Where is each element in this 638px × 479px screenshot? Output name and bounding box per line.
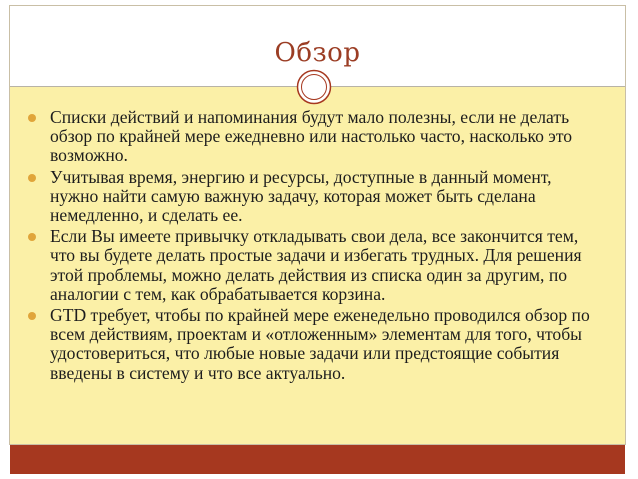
slide-title: Обзор [274,38,361,68]
bullet-text: GTD требует, чтобы по крайней мере еженедельно проводился обзор по всем действиям, проектам и «отложенным» элементам для того, чтобы удостовериться, что любые новые задачи или предстоящие события введены в систему и что все актуально. [50,305,590,383]
bullet-text: Списки действий и напоминания будут мало полезны, если не делать обзор по крайней мере ежедневно или настолько часто, насколько это возможно. [50,107,573,166]
bullet-text: Если Вы имеете привычку откладывать свои дела, все закончится тем, что вы будете делать простые задачи и избегать трудных. Для решения этой проблемы, можно делать действия из списка один за другим, по аналогии с тем, как обрабатывается корзина. [50,226,582,304]
bullet-text: Учитывая время, энергию и ресурсы, доступные в данный момент, нужно найти самую важную задачу, которая может быть сделана немедленно, и сделать ее. [50,166,552,226]
bottom-accent-bar [10,445,625,474]
double-circle-ornament-icon [296,69,332,105]
